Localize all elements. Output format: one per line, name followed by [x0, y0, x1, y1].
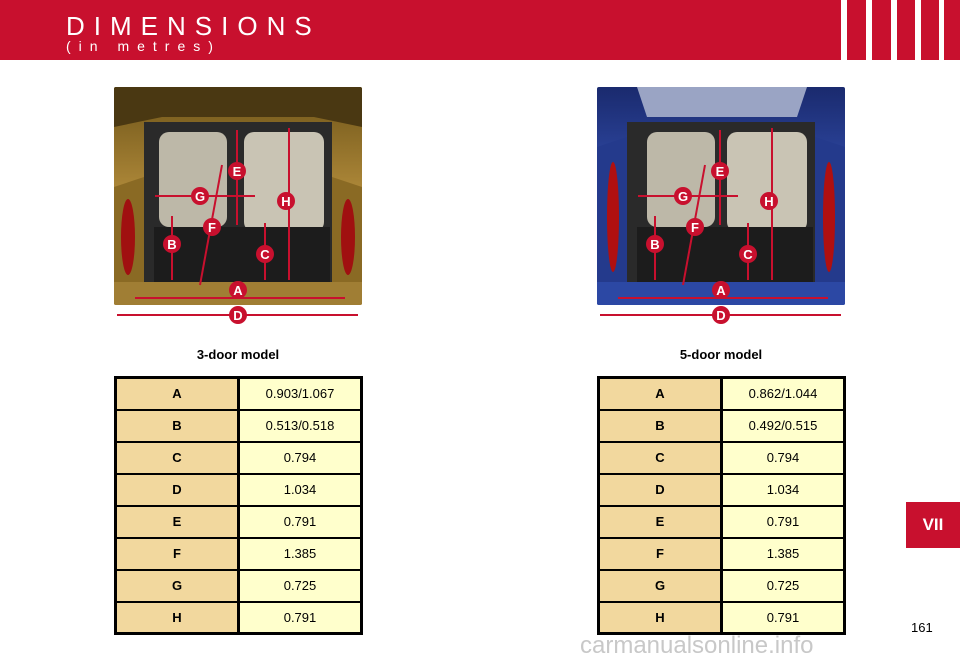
- dimension-value: 1.385: [239, 538, 362, 570]
- table-row: [599, 506, 845, 538]
- svg-text:A: A: [716, 283, 726, 298]
- svg-text:D: D: [233, 308, 243, 323]
- svg-text:F: F: [691, 220, 699, 235]
- dimension-value: 1.034: [239, 474, 362, 506]
- table-row: [599, 378, 845, 410]
- dimension-value: 0.791: [239, 602, 362, 634]
- caption-5-door: 5-door model: [679, 347, 763, 362]
- svg-text:B: B: [167, 237, 177, 252]
- diagram-badge-b: [163, 235, 181, 253]
- svg-text:G: G: [677, 189, 689, 204]
- table-row: [116, 506, 362, 538]
- dimension-key: D: [116, 474, 239, 506]
- table-row: [599, 538, 845, 570]
- dimension-value: 0.492/0.515: [722, 410, 845, 442]
- table-row: [116, 410, 362, 442]
- dimension-key: F: [599, 538, 722, 570]
- svg-text:H: H: [764, 194, 774, 209]
- table-row: [116, 378, 362, 410]
- dimension-value: 0.862/1.044: [722, 378, 845, 410]
- svg-text:D: D: [716, 308, 726, 323]
- diagram-badge-d: [712, 306, 730, 324]
- page-number: 161: [911, 620, 933, 635]
- svg-text:E: E: [715, 164, 725, 179]
- header-stripe: [939, 0, 944, 60]
- diagram-badge-a: [229, 281, 247, 299]
- diagram-badge-g: [191, 187, 209, 205]
- svg-text:C: C: [260, 247, 270, 262]
- table-row: [599, 570, 845, 602]
- page-subtitle: (in metres): [66, 38, 221, 54]
- dimension-key: G: [599, 570, 722, 602]
- dimension-value: 0.513/0.518: [239, 410, 362, 442]
- dimension-key: H: [116, 602, 239, 634]
- svg-text:H: H: [281, 194, 291, 209]
- dimension-value: 0.791: [722, 506, 845, 538]
- dimension-key: B: [116, 410, 239, 442]
- svg-text:E: E: [232, 164, 242, 179]
- table-row: [116, 538, 362, 570]
- svg-text:F: F: [208, 220, 216, 235]
- header-banner: [0, 0, 960, 60]
- diagram-badge-f: [686, 218, 704, 236]
- dimensions-table-3-door: [114, 376, 363, 635]
- diagram-badge-e: [228, 162, 246, 180]
- dimension-key: B: [599, 410, 722, 442]
- diagram-badge-e: [711, 162, 729, 180]
- svg-text:A: A: [233, 283, 243, 298]
- table-row: [599, 474, 845, 506]
- dimension-value: 1.034: [722, 474, 845, 506]
- watermark: carmanualsonline.info: [580, 632, 814, 659]
- table-row: [599, 442, 845, 474]
- table-row: [116, 442, 362, 474]
- dimension-value: 0.791: [722, 602, 845, 634]
- table-row: [116, 570, 362, 602]
- diagram-badge-b: [646, 235, 664, 253]
- dimension-key: A: [116, 378, 239, 410]
- dimension-key: F: [116, 538, 239, 570]
- dimension-value: 0.791: [239, 506, 362, 538]
- dimension-key: E: [116, 506, 239, 538]
- page-title: DIMENSIONS: [66, 11, 321, 41]
- header-stripe: [841, 0, 847, 60]
- diagram-badge-g: [674, 187, 692, 205]
- chapter-tab: VII: [906, 502, 960, 548]
- diagram-badge-c: [739, 245, 757, 263]
- dimension-key: H: [599, 602, 722, 634]
- diagram-badge-h: [760, 192, 778, 210]
- header-stripe: [915, 0, 921, 60]
- dimension-value: 0.725: [722, 570, 845, 602]
- dimension-value: 0.903/1.067: [239, 378, 362, 410]
- dimension-key: C: [116, 442, 239, 474]
- dimension-key: E: [599, 506, 722, 538]
- dimension-value: 1.385: [722, 538, 845, 570]
- caption-3-door: 3-door model: [196, 347, 280, 362]
- svg-text:C: C: [743, 247, 753, 262]
- svg-text:B: B: [650, 237, 660, 252]
- diagram-badge-d: [229, 306, 247, 324]
- dimension-key: C: [599, 442, 722, 474]
- dimension-value: 0.794: [239, 442, 362, 474]
- table-row: [116, 474, 362, 506]
- diagram-badge-f: [203, 218, 221, 236]
- dimension-value: 0.794: [722, 442, 845, 474]
- dimension-value: 0.725: [239, 570, 362, 602]
- table-row: [599, 410, 845, 442]
- diagram-badge-c: [256, 245, 274, 263]
- header-stripe: [891, 0, 897, 60]
- dimension-key: D: [599, 474, 722, 506]
- dimension-key: G: [116, 570, 239, 602]
- dimensions-table-5-door: [597, 376, 846, 635]
- svg-text:G: G: [194, 189, 206, 204]
- table-row: [116, 602, 362, 634]
- dimension-overlay-5-door: [583, 120, 863, 335]
- diagram-badge-h: [277, 192, 295, 210]
- dimension-overlay-3-door: [100, 120, 380, 335]
- header-stripe: [866, 0, 872, 60]
- table-row: [599, 602, 845, 634]
- diagram-badge-a: [712, 281, 730, 299]
- dimension-key: A: [599, 378, 722, 410]
